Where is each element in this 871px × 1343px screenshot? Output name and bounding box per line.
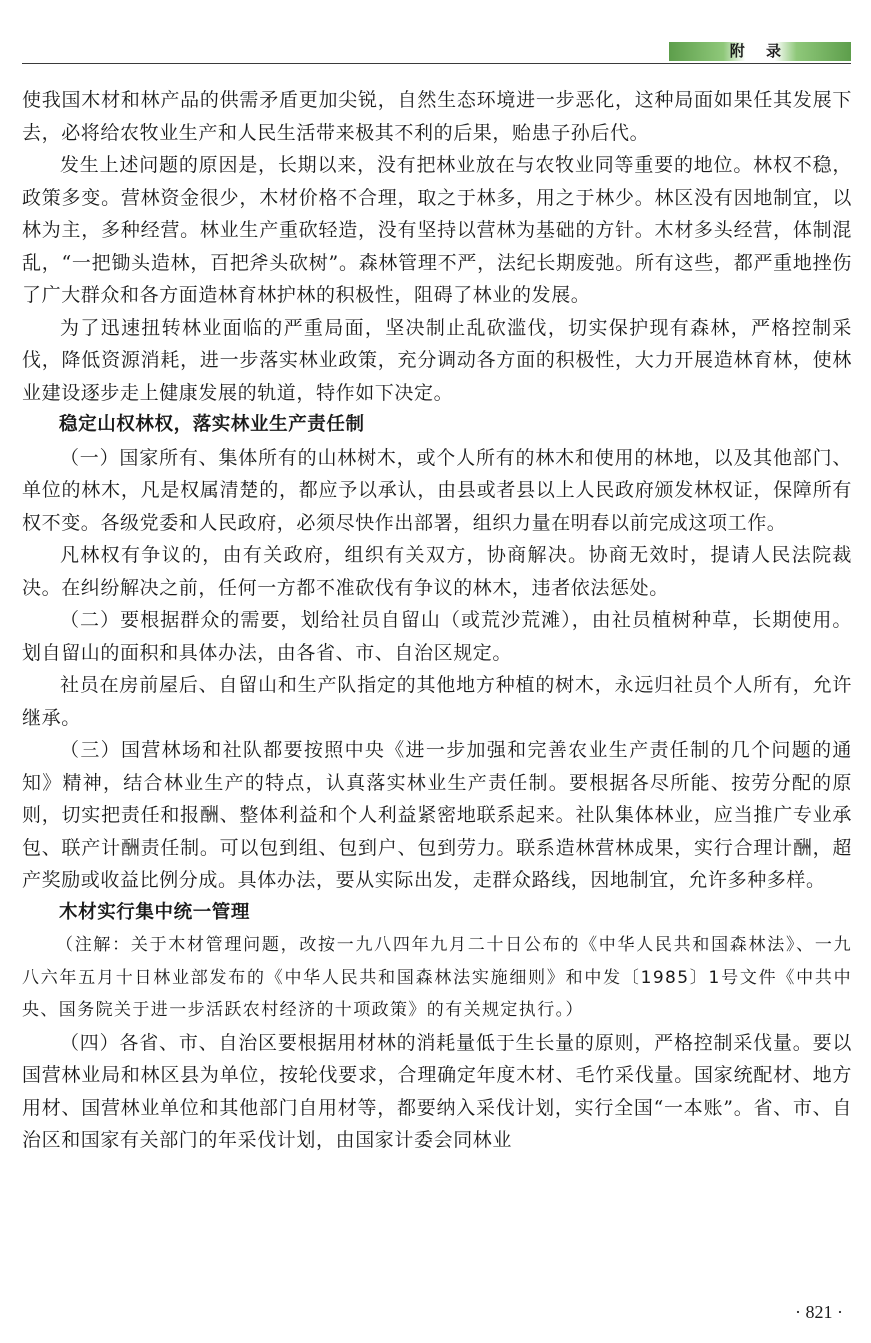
paragraph: （三）国营林场和社队都要按照中央《进一步加强和完善农业生产责任制的几个问题的通知》精神，结合林业生产的特点，认真落实林业生产责任制。要根据各尽所能、按劳分配的原则，切实把责任和报酬、整体利益和个人利益紧密地联系起来。社队集体林业，应当推广专业承包、联产计酬责任制。可以包到组、包到户、包到劳力。联系造林营林成果，实行合理计酬，超产奖励或收益比例分成。具体办法，要从实际出发，走群众路线，因地制宜，允许多种多样。 bbox=[22, 739, 852, 891]
page-number: · 821 · bbox=[795, 1302, 843, 1322]
paragraph: 凡林权有争议的，由有关政府，组织有关双方，协商解决。协商无效时，提请人民法院裁决。在纠纷解决之前，任何一方都不准砍伐有争议的林木，违者依法惩处。 bbox=[22, 544, 852, 599]
paragraph: （一）国家所有、集体所有的山林树木，或个人所有的林木和使用的林地，以及其他部门、单位的林木，凡是权属清楚的，都应予以承认，由县或者县以上人民政府颁发林权证，保障所有权不变。各级党委和人民政府，必须尽快作出部署，组织力量在明春以前完成这项工作。 bbox=[22, 446, 852, 534]
paragraph: 发生上述问题的原因是，长期以来，没有把林业放在与农牧业同等重要的地位。林权不稳，政策多变。营林资金很少，木材价格不合理，取之于林多，用之于林少。林区没有因地制宜，以林为主，多种经营。林业生产重砍轻造，没有坚持以营林为基础的方针。木材多头经营，体制混乱，“一把锄头造林，百把斧头砍树”。森林管理不严，法纪长期废弛。所有这些，都严重地挫伤了广大群众和各方面造林育林护林的积极性，阻碍了林业的发展。 bbox=[22, 154, 852, 306]
page-body bbox=[22, 84, 852, 1157]
paragraph: （二）要根据群众的需要，划给社员自留山（或荒沙荒滩），由社员植树种草，长期使用。划自留山的面积和具体办法，由各省、市、自治区规定。 bbox=[22, 609, 852, 664]
paragraph: 社员在房前屋后、自留山和生产队指定的其他地方种植的树木，永远归社员个人所有，允许继承。 bbox=[22, 674, 852, 729]
section-heading: 稳定山权林权，落实林业生产责任制 bbox=[59, 414, 365, 435]
header-rule bbox=[22, 63, 851, 64]
section-heading: 木材实行集中统一管理 bbox=[59, 901, 251, 923]
paragraph: 使我国木材和林产品的供需矛盾更加尖锐，自然生态环境进一步恶化，这种局面如果任其发展下去，必将给农牧业生产和人民生活带来极其不利的后果，贻患子孙后代。 bbox=[22, 89, 852, 144]
running-header bbox=[22, 38, 851, 64]
paragraph: 为了迅速扭转林业面临的严重局面，坚决制止乱砍滥伐，切实保护现有森林，严格控制采伐，降低资源消耗，进一步落实林业政策，充分调动各方面的积极性，大力开展造林育林，使林业建设逐步走上健康发展的轨道，特作如下决定。 bbox=[22, 316, 852, 404]
paragraph: （四）各省、市、自治区要根据用材林的消耗量低于生长量的原则，严格控制采伐量。要以国营林业局和林区县为单位，按轮伐要求，合理确定年度木材、毛竹采伐量。国家统配材、地方用材、国营林业单位和其他部门自用材等，都要纳入采伐计划，实行全国“一本账”。省、市、自治区和国家有关部门的年采伐计划，由国家计委会同林业 bbox=[22, 1031, 852, 1151]
header-section-label: 附 录 bbox=[729, 42, 789, 60]
annotation-note: （注解：关于木材管理问题，改按一九八四年九月二十日公布的《中华人民共和国森林法》、一九八六年五月十日林业部发布的《中华人民共和国森林法实施细则》和中发〔1985〕1号文件《中共中央、国务院关于进一步活跃农村经济的十项政策》的有关规定执行。） bbox=[22, 935, 852, 1020]
